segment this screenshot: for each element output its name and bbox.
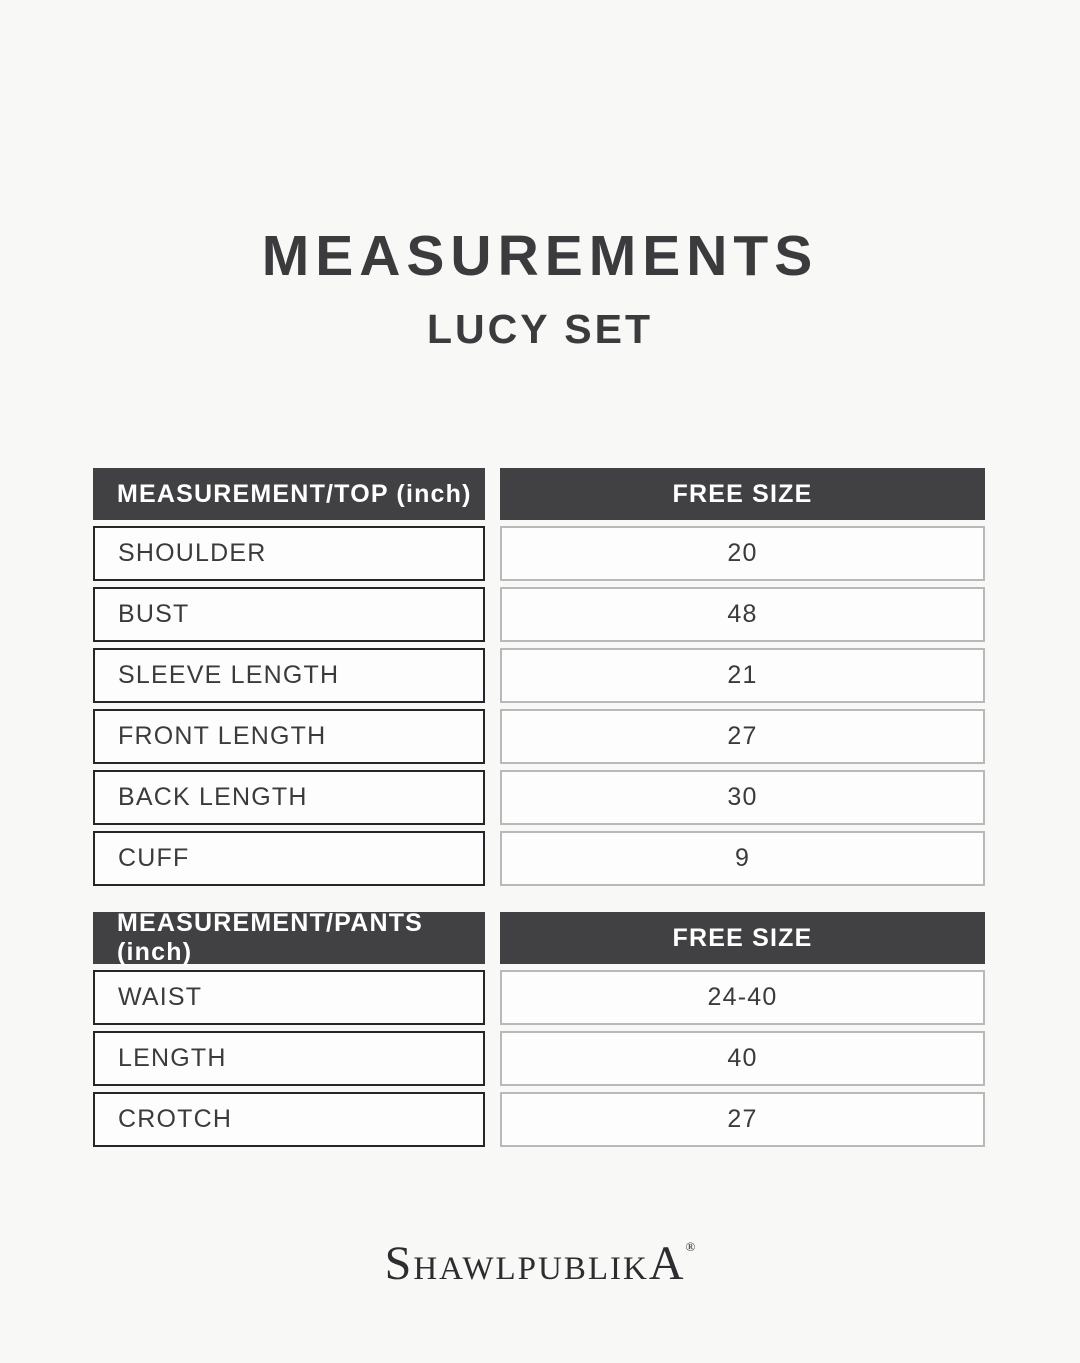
pants-table-header-free-size: FREE SIZE [500,912,985,964]
table-row-value-length: 40 [500,1031,985,1086]
top-table-header-free-size: FREE SIZE [500,468,985,520]
page-title: MEASUREMENTS [261,224,819,288]
table-row-value-crotch: 27 [500,1092,985,1147]
table-row-value-back-length: 30 [500,770,985,825]
registered-trademark-symbol: ® [685,1239,696,1254]
table-row-label-length: LENGTH [93,1031,485,1086]
top-measurements-table [93,468,985,886]
brand-middle-letters: HAWLPUBLIK [413,1251,649,1287]
pants-table-header-measurement: MEASUREMENT/PANTS (inch) [93,912,485,964]
brand-final-letter: A [648,1237,686,1290]
table-row-label-cuff: CUFF [93,831,485,886]
size-tables [93,468,985,1147]
brand-initial-letter: S [384,1237,414,1290]
table-row-label-bust: BUST [93,587,485,642]
top-table-header-measurement: MEASUREMENT/TOP (inch) [93,468,485,520]
brand-logo [0,1237,1080,1290]
table-row-label-back-length: BACK LENGTH [93,770,485,825]
table-row-value-shoulder: 20 [500,526,985,581]
table-row-label-waist: WAIST [93,970,485,1025]
table-row-label-sleeve-length: SLEEVE LENGTH [93,648,485,703]
pants-measurements-table [93,909,985,1147]
table-row-value-cuff: 9 [500,831,985,886]
table-row-label-shoulder: SHOULDER [93,526,485,581]
table-row-label-crotch: CROTCH [93,1092,485,1147]
table-row-label-front-length: FRONT LENGTH [93,709,485,764]
table-row-value-bust: 48 [500,587,985,642]
table-row-value-front-length: 27 [500,709,985,764]
product-name-subtitle: LUCY SET [427,306,653,352]
table-row-value-sleeve-length: 21 [500,648,985,703]
table-row-value-waist: 24-40 [500,970,985,1025]
